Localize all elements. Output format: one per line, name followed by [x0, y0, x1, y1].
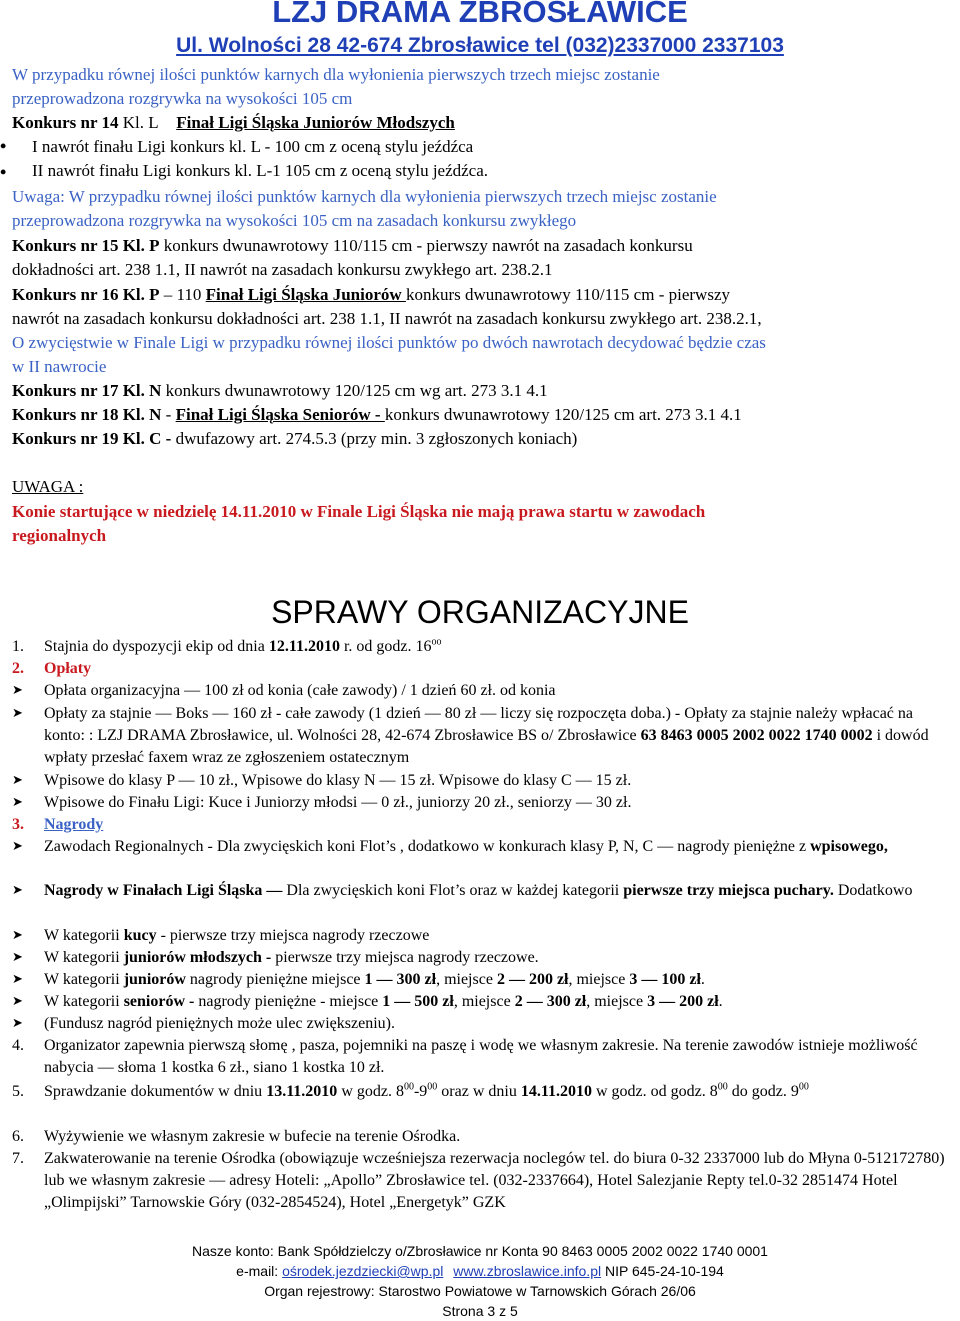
- prize-item-6-e: , miejsce: [453, 993, 515, 1010]
- prize-item-5-a: W kategorii: [44, 971, 124, 988]
- org-item-6: [12, 1126, 952, 1148]
- org-item-2: [12, 658, 952, 680]
- arrowhead-icon: ➤: [12, 1016, 23, 1031]
- org-item-1-sup: oo: [431, 636, 442, 648]
- item-number: 2.: [12, 660, 24, 677]
- prize-item-6-h: 3 — 200 zł: [647, 993, 719, 1010]
- prize-item-5-e: , miejsce: [436, 971, 497, 988]
- uwaga-line-1: Konie startujące w niedzielę 14.11.2010 w Finale Ligi Śląska nie mają prawa startu w zawodach: [12, 502, 706, 521]
- prize-item-6-g: , miejsce: [586, 993, 648, 1010]
- prize-item-1-text: Zawodach Regionalnych - Dla zwycięskich koni Flot’s , dodatkowo w konkurach klasy P, N, C — nagrody pieniężne z: [44, 838, 811, 855]
- email-link[interactable]: ośrodek.jezdziecki@wp.pl: [282, 1263, 444, 1279]
- fee-item-4-text: Wpisowe do Finału Ligi: Kuce i Juniorzy młodsi — 0 zł., juniorzy 20 zł., seniorzy — 30 zł.: [44, 794, 632, 811]
- footer-email-label: e-mail:: [236, 1263, 283, 1279]
- header-address: Ul. Wolności 28 42-674 Zbrosławice tel (032)2337000 2337103: [176, 34, 784, 57]
- footer-bank: Nasze konto: Bank Spółdzielczy o/Zbrosławice nr Konta 90 8463 0005 2002 0022 1740 0001: [192, 1243, 768, 1259]
- prize-item-6: [12, 991, 952, 1013]
- footer-nip: NIP 645-24-10-194: [601, 1263, 724, 1279]
- prize-item-5-b: juniorów: [123, 971, 186, 988]
- item-number: 5.: [12, 1083, 24, 1100]
- fee-item-1: [12, 680, 952, 702]
- org-item-3: [12, 814, 952, 836]
- prize-item-2-bold: pierwsze trzy miejsca puchary.: [623, 882, 834, 899]
- prize-item-4: [12, 947, 952, 969]
- arrowhead-icon: ➤: [12, 972, 23, 987]
- org-item-5-date-2: 14.11.2010: [520, 1083, 592, 1100]
- prize-item-5: [12, 969, 952, 991]
- prize-item-6-a: W kategorii: [44, 993, 124, 1010]
- fee-item-2: [12, 703, 952, 769]
- prize-item-1: [12, 836, 952, 858]
- intro-line-1: W przypadku równej ilości punktów karnych dla wyłonienia pierwszych trzech miejsc zostanie: [12, 65, 660, 84]
- section-title: SPRAWY ORGANIZACYJNE: [271, 594, 689, 630]
- prize-item-6-b: seniorów -: [123, 993, 195, 1010]
- org-item-7-text: Zakwaterowanie na terenie Ośrodka (obowiązuje wcześniejsza rezerwacja noclegów tel. do biura 0-32 2337000 lub do Młyna 0-512172780) lub we własnym zakresie — adresy Hoteli: „Apollo” Zbrosławice tel. (032-2337664), Hotel Salezjanie Repty tel.0-32 2851474 Hotel „Olimpijski” Tarnowskie Góry (032-2854524), Hotel „Energetyk” GZK: [44, 1150, 945, 1211]
- fee-item-3: [12, 770, 952, 792]
- konkurs-14-round-2: II nawrót finału Ligi konkurs kl. L-1 105 cm z oceną stylu jeźdźca.: [32, 161, 489, 180]
- org-item-4: [12, 1035, 952, 1079]
- konkurs-17-label: Konkurs nr 17 Kl. N: [12, 381, 162, 400]
- prize-item-5-c: nagrody pieniężne miejsce: [185, 971, 365, 988]
- item-number: 1.: [12, 638, 24, 655]
- arrowhead-icon: ➤: [12, 683, 23, 698]
- konkurs-19-label: Konkurs nr 19 Kl. C -: [12, 429, 172, 448]
- konkurs-19: [12, 427, 954, 450]
- org-item-5-sup-3: 00: [717, 1081, 728, 1093]
- org-item-1-date: 12.11.2010: [268, 638, 340, 655]
- org-item-5-sup-4: 00: [798, 1081, 809, 1093]
- uwaga-line-2: regionalnych: [12, 526, 107, 545]
- org-item-2-title: Opłaty: [44, 660, 92, 677]
- org-item-6-text: Wyżywienie we własnym zakresie w bufecie na terenie Ośrodka.: [44, 1128, 461, 1145]
- konkurs-14-round-1: I nawrót finału Ligi konkurs kl. L - 100 cm z oceną stylu jeźdźca: [32, 137, 474, 156]
- konkurs-14-note-2: przeprowadzona rozgrywka na wysokości 105 cm na zasadach konkursu zwykłego: [12, 211, 577, 230]
- konkurs-16-note-1: O zwycięstwie w Finale Ligi w przypadku równej ilości punktów po dwóch nawrotach decydować będzie czas: [12, 333, 766, 352]
- konkurs-18-dash: -: [161, 405, 176, 424]
- konkurs-16-text-2: nawrót na zasadach konkursu dokładności art. 238 1.1, II nawrót na zasadach konkursu zwykłego art. 238.2.1,: [12, 309, 762, 328]
- footer-registry: Organ rejestrowy: Starostwo Powiatowe w Tarnowskich Górach 26/06: [264, 1283, 696, 1299]
- page-number: Strona 3 z 5: [442, 1303, 518, 1319]
- header-title: LZJ DRAMA ZBROSŁAWICE: [272, 0, 688, 29]
- fee-item-2-text: Opłaty za stajnie — Boks — 160 zł - całe zawody (1 dzień — 80 zł — liczy się rozpoczęta doba.) - Opłaty za stajnie należy wpłacać na konto: : LZJ DRAMA Zbrosławice, ul. Wolności 28, 42-674 Zbrosławice BS o/ Zbrosławice: [44, 705, 913, 744]
- konkurs-16-note-2: w II nawrocie: [12, 357, 107, 376]
- fee-item-2-text-2: i dowód wpłaty przesłać faxem wraz ze zgłoszeniem ostatecznym: [44, 727, 929, 766]
- prize-item-6-i: .: [718, 993, 723, 1010]
- prize-item-6-f: 2 — 300 zł: [514, 993, 587, 1010]
- prize-item-2: [12, 880, 952, 902]
- footer-contact: [0, 1261, 960, 1281]
- konkurs-14: [12, 111, 954, 134]
- konkurs-14-title: Finał Ligi Śląska Juniorów Młodszych: [176, 113, 455, 132]
- konkurs-15-text-2: dokładności art. 238 1.1, II nawrót na zasadach konkursu zwykłego art. 238.2.1: [12, 260, 553, 279]
- org-item-5-sup-2: 00: [427, 1081, 438, 1093]
- konkurs-14-label: Konkurs nr 14: [12, 113, 123, 132]
- org-item-5-a: Sprawdzanie dokumentów w dniu: [44, 1083, 267, 1100]
- arrowhead-icon: ➤: [12, 928, 23, 943]
- prize-item-6-c: nagrody pieniężne - miejsce: [194, 993, 383, 1010]
- arrowhead-icon: ➤: [12, 950, 23, 965]
- arrowhead-icon: ➤: [12, 994, 23, 1009]
- arrowhead-icon: ➤: [12, 883, 23, 898]
- org-item-4-text: Organizator zapewnia pierwszą słomę , pasza, pojemniki na paszę i wodę we własnym zakresie. Na terenie zawodów istnieje możliwość nabycia — słoma 1 kostka 6 zł., siano 1 kostka 10 zł.: [44, 1037, 918, 1076]
- konkurs-14-note-1: Uwaga: W przypadku równej ilości punktów karnych dla wyłonienia pierwszych trzech miejsc zostanie: [12, 187, 717, 206]
- item-number: 4.: [12, 1037, 24, 1054]
- fee-item-4: [12, 792, 952, 814]
- org-item-5: [12, 1081, 952, 1103]
- prize-item-5-f: 2 — 200 zł: [496, 971, 569, 988]
- org-item-3-title: Nagrody: [44, 816, 104, 833]
- arrowhead-icon: ➤: [12, 773, 23, 788]
- konkurs-16-dash: – 110: [159, 285, 206, 304]
- prize-item-2-text: Dla zwycięskich koni Flot’s oraz w każdej kategorii: [282, 882, 624, 899]
- dot-icon: •: [0, 136, 7, 156]
- konkurs-19-text: dwufazowy art. 274.5.3 (przy min. 3 zgłoszonych koniach): [171, 429, 578, 448]
- org-item-1-time: r. od godz. 16: [339, 638, 432, 655]
- fee-item-1-text: Opłata organizacyjna — 100 zł od konia (całe zawody) / 1 dzień 60 zł. od konia: [44, 682, 556, 699]
- prize-item-3-c: - pierwsze trzy miejsca nagrody rzeczowe: [156, 927, 430, 944]
- prize-item-5-g: , miejsce: [568, 971, 630, 988]
- konkurs-15-label: Konkurs nr 15 Kl. P: [12, 236, 160, 255]
- org-item-5-g: do godz. 9: [727, 1083, 799, 1100]
- org-item-5-b: w godz. 8: [337, 1083, 404, 1100]
- org-item-5-sup-1: 00: [403, 1081, 414, 1093]
- org-item-5-date-1: 13.11.2010: [266, 1083, 338, 1100]
- fee-item-3-text: Wpisowe do klasy P — 10 zł., Wpisowe do klasy N — 15 zł. Wpisowe do klasy C — 15 zł.: [44, 772, 632, 789]
- konkurs-18-label: Konkurs nr 18 Kl. N: [12, 405, 162, 424]
- prize-item-3-b: kucy: [123, 927, 157, 944]
- prize-item-7: [12, 1013, 952, 1035]
- prize-item-5-h: 3 — 100 zł: [629, 971, 701, 988]
- prize-item-4-b: juniorów młodszych -: [123, 949, 272, 966]
- prize-item-5-d: 1 — 300 zł: [364, 971, 437, 988]
- konkurs-15-text: konkurs dwunawrotowy 110/115 cm - pierwszy nawrót na zasadach konkursu: [159, 236, 693, 255]
- prize-item-3-a: W kategorii: [44, 927, 124, 944]
- konkurs-15: [12, 234, 954, 257]
- prize-item-6-d: 1 — 500 zł: [382, 993, 454, 1010]
- arrowhead-icon: ➤: [12, 839, 23, 854]
- item-number: 3.: [12, 816, 24, 833]
- item-number: 6.: [12, 1128, 24, 1145]
- konkurs-16-title: Finał Ligi Śląska Juniorów: [205, 285, 406, 304]
- konkurs-18-title: Finał Ligi Śląska Seniorów -: [175, 405, 385, 424]
- prize-item-7-text: (Fundusz nagród pieniężnych może ulec zwiększeniu).: [44, 1015, 395, 1032]
- org-item-5-f: w godz. od godz. 8: [591, 1083, 718, 1100]
- konkurs-16: [12, 283, 954, 306]
- konkurs-18-text: konkurs dwunawrotowy 120/125 cm art. 273 3.1 4.1: [384, 405, 742, 424]
- prize-item-3: [12, 925, 952, 947]
- org-item-7: [12, 1148, 952, 1214]
- intro-line-2: przeprowadzona rozgrywka na wysokości 105 cm: [12, 89, 353, 108]
- prize-item-4-a: W kategorii: [44, 949, 124, 966]
- konkurs-18: [12, 403, 954, 426]
- item-number: 7.: [12, 1150, 24, 1167]
- org-item-5-e: oraz w dniu: [437, 1083, 521, 1100]
- prize-item-2-text-2: Dodatkowo: [833, 882, 913, 899]
- konkurs-14-class: Kl. L: [122, 113, 158, 132]
- fee-item-2-account: 63 8463 0005 2002 0022 1740 0002: [640, 727, 873, 744]
- org-item-1-text: Stajnia do dyspozycji ekip od dnia: [44, 638, 269, 655]
- arrowhead-icon: ➤: [12, 795, 23, 810]
- prize-item-5-i: .: [700, 971, 705, 988]
- arrowhead-icon: ➤: [12, 706, 23, 721]
- dot-icon: •: [0, 162, 7, 182]
- prize-item-4-c: pierwsze trzy miejsca nagrody rzeczowe.: [271, 949, 539, 966]
- prize-item-2-title: Nagrody w Finałach Ligi Śląska —: [44, 882, 283, 899]
- prize-item-1-text-2: wpisowego,: [810, 838, 888, 855]
- konkurs-16-label: Konkurs nr 16 Kl. P: [12, 285, 160, 304]
- konkurs-17: [12, 379, 954, 402]
- org-item-1: [12, 636, 952, 658]
- org-item-5-c: -9: [413, 1083, 428, 1100]
- konkurs-17-text: konkurs dwunawrotowy 120/125 cm wg art. 273 3.1 4.1: [161, 381, 548, 400]
- website-link[interactable]: www.zbroslawice.info.pl: [453, 1263, 602, 1279]
- uwaga-heading: UWAGA :: [12, 477, 84, 496]
- konkurs-16-text: konkurs dwunawrotowy 110/115 cm - pierwszy: [405, 285, 730, 304]
